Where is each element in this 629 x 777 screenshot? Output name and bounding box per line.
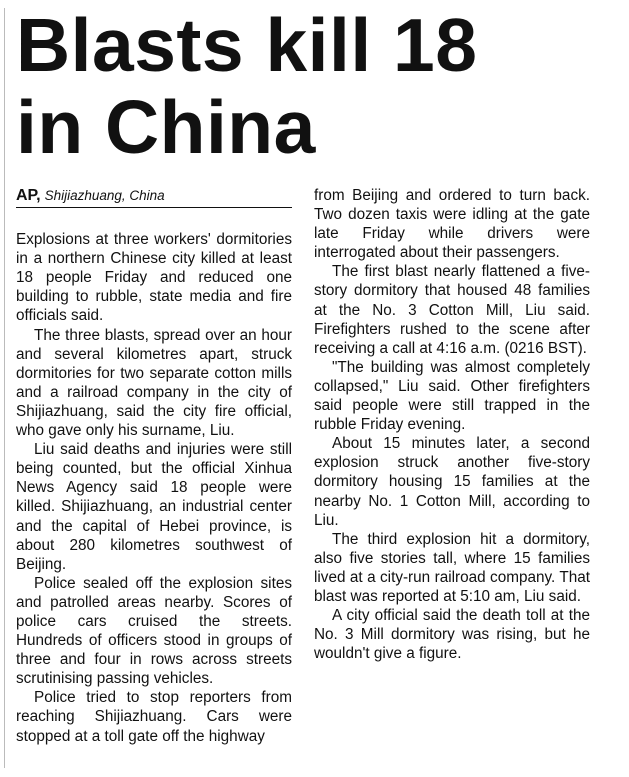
article-column-left	[16, 186, 292, 746]
headline	[16, 4, 616, 168]
paragraph: Explosions at three workers' dormitories in a northern Chinese city killed at least 18 people Friday and reduced one building to rubble, state media and fire officials said.	[16, 231, 292, 325]
headline-line-1: Blasts kill 18	[16, 3, 478, 87]
byline	[16, 186, 292, 205]
paragraph: About 15 minutes later, a second explosion struck another five-story dormitory housing 15 families at the nearby No. 1 Cotton Mill, according to Liu.	[314, 435, 590, 529]
headline-line-2: in China	[16, 85, 316, 169]
paragraph: Police sealed off the explosion sites and patrolled areas nearby. Scores of police cars cruised the streets. Hundreds of officers stood in groups of three and four in rows across streets scrutinising passing vehicles.	[16, 574, 292, 688]
byline-location: Shijiazhuang, China	[44, 188, 165, 203]
paragraph: Police tried to stop reporters from reaching Shijiazhuang. Cars were stopped at a toll gate off the highway	[16, 689, 292, 745]
page-edge-rule	[4, 8, 5, 768]
article-column-right	[314, 186, 590, 663]
paragraph: "The building was almost completely collapsed," Liu said. Other firefighters said people were still trapped in the rubble Friday evening.	[314, 358, 590, 434]
paragraph-continuation: from Beijing and ordered to turn back. Two dozen taxis were idling at the gate late Friday while drivers were interrogated about their passengers.	[314, 187, 590, 262]
paragraph: A city official said the death toll at the No. 3 Mill dormitory was rising, but he wouldn't give a figure.	[314, 607, 590, 663]
paragraph: The third explosion hit a dormitory, also five stories tall, where 15 families lived at a city-run railroad company. That blast was reported at 5:10 am, Liu said.	[314, 530, 590, 605]
paragraph: The three blasts, spread over an hour and several kilometres apart, struck dormitories for two separate cotton mills and a railroad company in the city of Shijiazhuang, said the city fire official, who gave only his surname, Liu.	[16, 326, 292, 440]
paragraph: The first blast nearly flattened a five-story dormitory that housed 48 families at the No. 3 Cotton Mill, Liu said. Firefighters rushed to the scene after receiving a call at 4:16 a.m. (0216 BST).	[314, 263, 590, 357]
byline-divider	[16, 207, 292, 208]
byline-agency: AP,	[16, 187, 41, 204]
paragraph: Liu said deaths and injuries were still being counted, but the official Xinhua News Agency said 18 people were killed. Shijiazhuang, an industrial center and the capital of Hebei province, is about 280 kilometres southwest of Beijing.	[16, 441, 292, 573]
